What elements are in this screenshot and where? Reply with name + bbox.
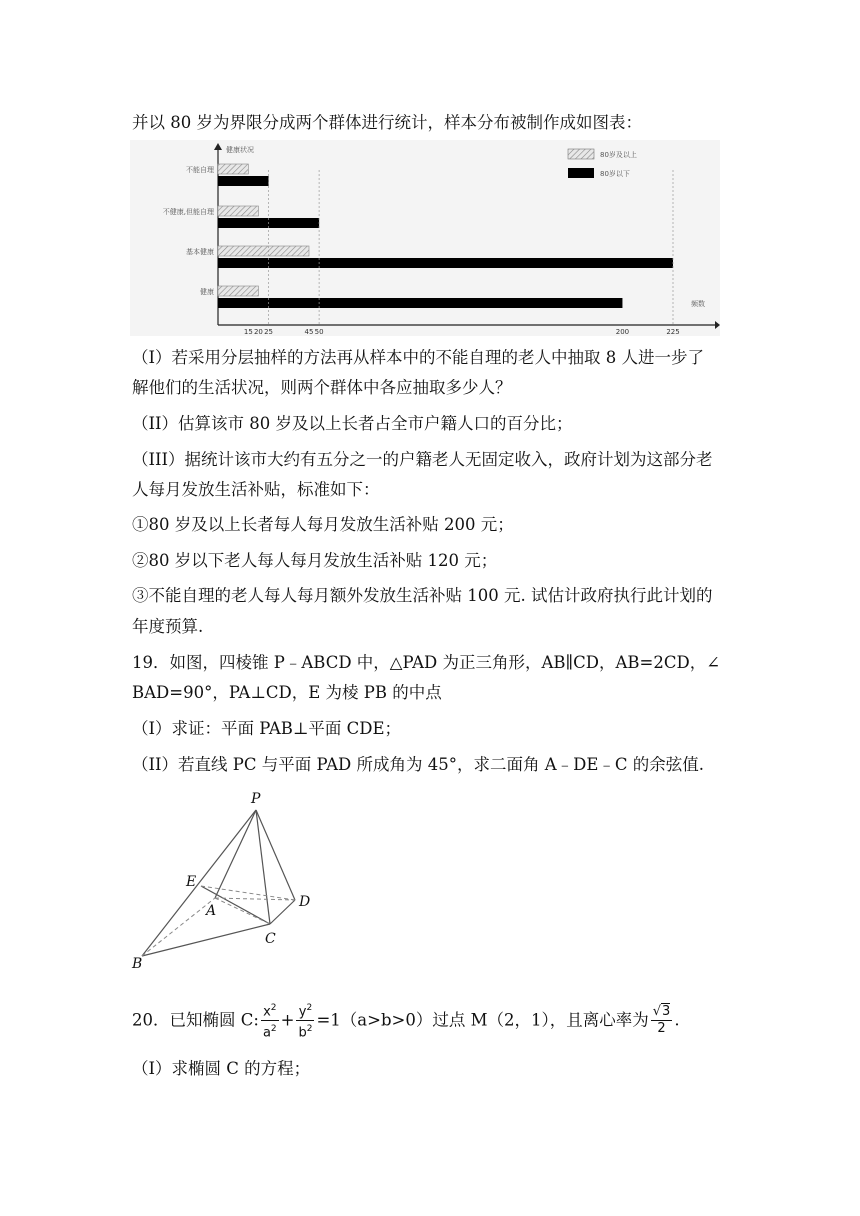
bar-under80 xyxy=(218,298,622,308)
q18-line-5: 人每月发放生活补贴，标准如下： xyxy=(132,480,380,499)
intro-text: 并以 80 岁为界限分成两个群体进行统计，样本分布被制作成如图表： xyxy=(132,113,642,132)
q19-line-2: BAD=90°，PA⊥CD，E 为棱 PB 的中点 xyxy=(132,683,442,702)
bar-chart-svg xyxy=(130,140,720,336)
q18-line-3: （II）估算该市 80 岁及以上长者占全市户籍人口的百分比； xyxy=(132,414,573,433)
q18-line-2: 解他们的生活状况，则两个群体中各应抽取多少人？ xyxy=(132,378,512,397)
legend-swatch-80plus xyxy=(568,149,594,159)
x-tick-label: 225 xyxy=(666,328,680,336)
bar-80plus xyxy=(218,206,258,216)
q18-line-8: ③不能自理的老人每人每月额外发放生活补贴 100 元. 试估计政府执行此计划的 xyxy=(132,586,713,605)
q19-line-3: （I）求证：平面 PAB⊥平面 CDE； xyxy=(132,719,402,738)
label-d: D xyxy=(299,894,311,910)
q18-line-9: 年度预算. xyxy=(132,617,204,636)
bar-80plus xyxy=(218,286,258,296)
x-axis-label: 频数 xyxy=(691,300,705,308)
pyramid-svg xyxy=(130,790,330,970)
category-label: 基本健康 xyxy=(186,248,214,256)
q18-line-4: （III）据统计该市大约有五分之一的户籍老人无固定收入，政府计划为这部分老 xyxy=(132,450,713,469)
category-label: 健康 xyxy=(200,288,214,296)
category-label: 不健康,但能自理 xyxy=(162,208,214,216)
x-tick-label: 20 xyxy=(253,328,263,336)
legend-swatch-under80 xyxy=(568,168,594,178)
q20-prefix: 20．已知椭圆 C: xyxy=(132,1010,259,1030)
q20-line-2: （I）求椭圆 C 的方程； xyxy=(132,1059,311,1078)
x-tick-label: 50 xyxy=(314,328,324,336)
frac-sqrt3-2: $\frac{√3}{2}$ xyxy=(652,1004,671,1037)
q20-line-1 xyxy=(132,1000,680,1042)
q19-line-1: 19．如图，四棱锥 P﹣ABCD 中，△PAD 为正三角形，AB∥CD，AB=2CD，∠ xyxy=(132,653,721,672)
q20-plus: + xyxy=(280,1010,295,1030)
bar-under80 xyxy=(218,176,269,186)
legend-label-80plus: 80岁及以上 xyxy=(600,151,637,159)
legend-label-under80: 80岁以下 xyxy=(600,170,630,178)
x-tick-label: 15 xyxy=(243,328,253,336)
bar-chart xyxy=(130,140,720,336)
bar-80plus xyxy=(218,164,248,174)
x-tick-label: 45 xyxy=(304,328,314,336)
x-tick-label: 25 xyxy=(264,328,274,336)
q20-suffix: . xyxy=(674,1010,680,1030)
category-label: 不能自理 xyxy=(186,166,214,174)
label-b: B xyxy=(132,956,143,970)
label-p: P xyxy=(251,791,261,807)
y-axis-label: 健康状况 xyxy=(226,146,254,154)
label-c: C xyxy=(265,931,276,947)
bar-under80 xyxy=(218,258,673,268)
q18-line-1: （I）若采用分层抽样的方法再从样本中的不能自理的老人中抽取 8 人进一步了 xyxy=(132,348,705,367)
q18-line-7: ②80 岁以下老人每人每月发放生活补贴 120 元； xyxy=(132,551,498,570)
q18-line-6: ①80 岁及以上长者每人每月发放生活补贴 200 元； xyxy=(132,515,514,534)
frac-y2-b2: $\frac{y^2}{b^2}$ xyxy=(296,1000,314,1042)
label-a: A xyxy=(206,903,217,919)
x-tick-label: 200 xyxy=(615,328,630,336)
frac-x2-a2: $\frac{x^2}{a^2}$ xyxy=(261,1000,279,1042)
q20-middle: =1（a>b>0）过点 M（2，1），且离心率为 xyxy=(316,1010,649,1030)
label-e: E xyxy=(186,874,197,890)
bar-80plus xyxy=(218,246,309,256)
pyramid-figure xyxy=(130,790,330,970)
q19-line-4: （II）若直线 PC 与平面 PAD 所成角为 45°，求二面角 A﹣DE﹣C 的余弦值. xyxy=(132,755,705,774)
